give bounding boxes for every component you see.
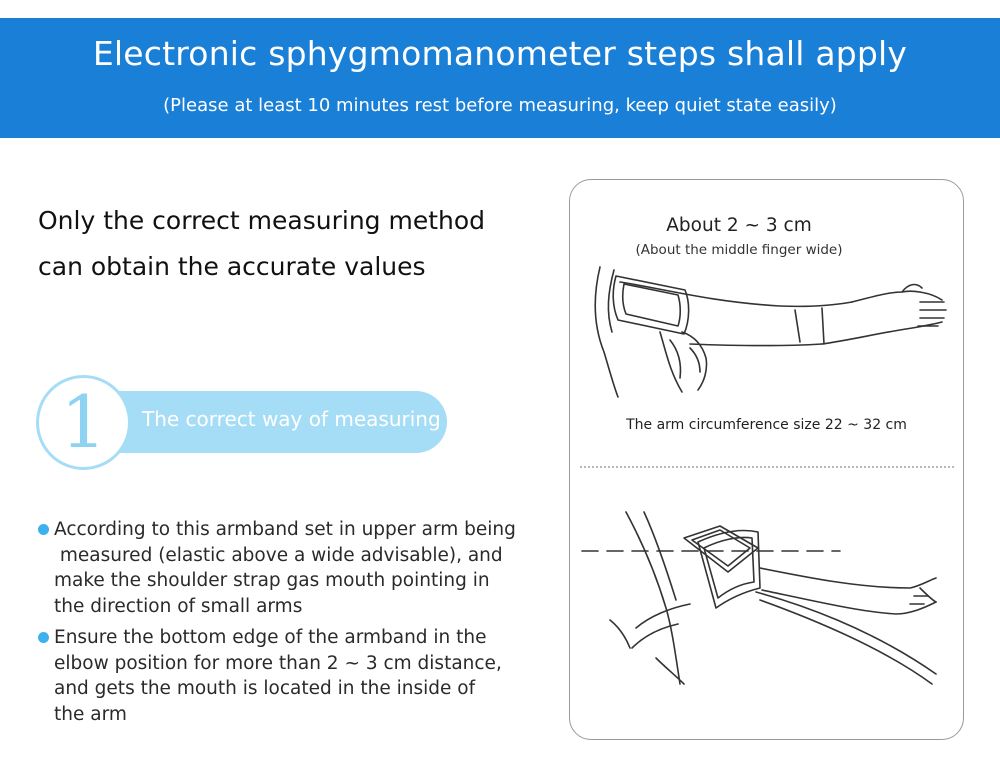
cuff-distance-label: About 2 ~ 3 cm xyxy=(666,215,812,236)
bullet-dot-icon xyxy=(38,632,49,643)
step-label-pill xyxy=(80,391,447,453)
page-title: Electronic sphygmomanometer steps shall apply xyxy=(92,34,908,73)
step-number-badge xyxy=(36,375,131,470)
step-number: 1 xyxy=(60,380,107,464)
bullet-line: the arm xyxy=(54,703,127,725)
bullet-line: measured (elastic above a wide advisable), and xyxy=(54,544,503,566)
arm-circumference-label: The arm circumference size 22 ~ 32 cm xyxy=(626,417,907,433)
arm-cuff-top-illustration xyxy=(590,262,950,402)
header-banner xyxy=(0,18,1000,138)
instruction-list xyxy=(36,517,556,733)
bullet-line: Ensure the bottom edge of the armband in the xyxy=(54,627,487,648)
cuff-distance-note: (About the middle finger wide) xyxy=(635,242,843,258)
bullet-dot-icon xyxy=(38,524,49,535)
page-subtitle: (Please at least 10 minutes rest before measuring, keep quiet state easily) xyxy=(163,95,837,116)
list-item xyxy=(36,625,556,727)
arm-cuff-bottom-illustration xyxy=(580,508,950,688)
bullet-line: elbow position for more than 2 ~ 3 cm distance, xyxy=(54,652,502,674)
bullet-line: make the shoulder strap gas mouth pointing in xyxy=(54,570,490,591)
step-label: The correct way of measuring xyxy=(142,407,441,431)
bullet-line: the direction of small arms xyxy=(54,595,303,617)
bullet-line: and gets the mouth is located in the inside of xyxy=(54,678,476,699)
panel-divider xyxy=(580,466,954,468)
headline-line-2: can obtain the accurate values xyxy=(38,252,426,281)
headline-line-1: Only the correct measuring method xyxy=(38,206,486,235)
list-item xyxy=(36,517,556,619)
bullet-line: According to this armband set in upper arm being xyxy=(54,519,516,540)
headline xyxy=(38,198,558,290)
